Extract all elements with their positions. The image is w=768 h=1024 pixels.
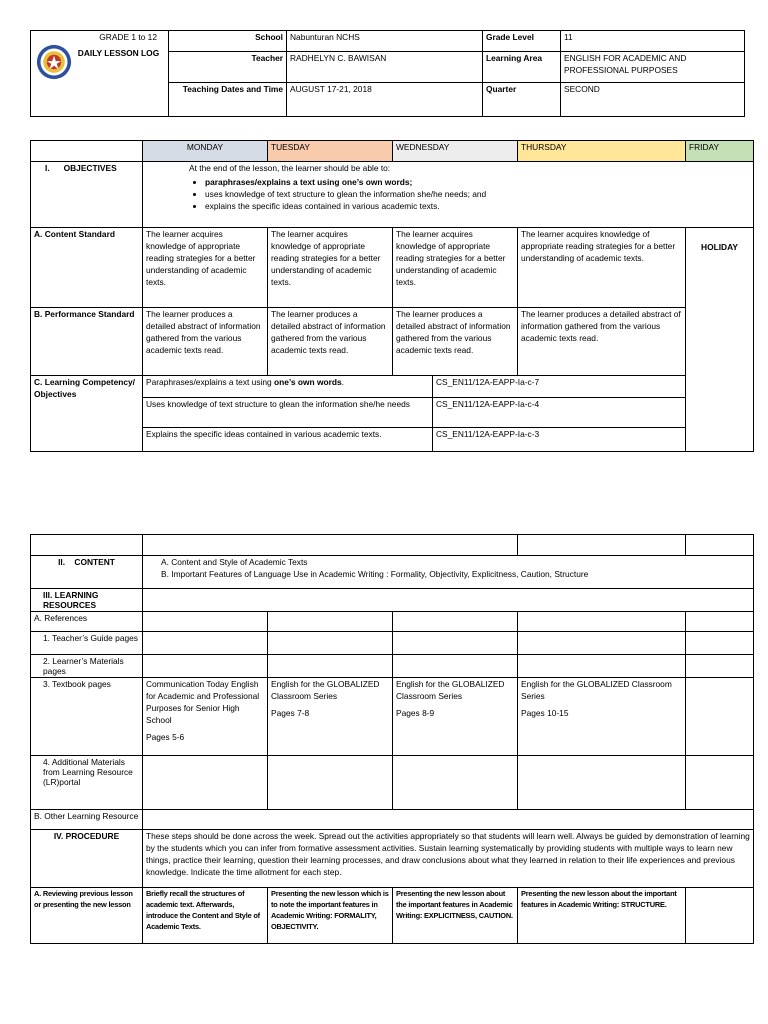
competency-text-1-end: .: [341, 377, 344, 387]
blank-cell: [393, 632, 518, 655]
content-table: [30, 534, 754, 944]
blank-cell: [686, 756, 754, 810]
objectives-list: [189, 177, 750, 213]
blank-cell: [686, 612, 754, 632]
content-standard-mon: The learner acquires knowledge of appropriate reading strategies for a better understanding of academic texts.: [143, 228, 268, 308]
blank-cell: [143, 632, 268, 655]
objective-item: • uses knowledge of text structure to glean the information she/he needs; and: [205, 189, 750, 201]
procedure-label: IV. PROCEDURE: [31, 830, 143, 888]
textbook-mon: [143, 678, 268, 756]
content-standard-label: A. Content Standard: [31, 228, 143, 308]
performance-standard-label: [31, 308, 143, 376]
performance-standard-thu: The learner produces a detailed abstract of information gathered from the various academic texts read.: [518, 308, 686, 376]
holiday-label: HOLIDAY: [701, 242, 738, 252]
blank-cell: [686, 632, 754, 655]
content-standard-tue: The learner acquires knowledge of appropriate reading strategies for a better understanding of academic texts.: [268, 228, 393, 308]
competency-label: C. Learning Competency/ Objectives: [31, 376, 143, 452]
textbook-thu: [518, 678, 686, 756]
blank-cell: [393, 655, 518, 678]
school-value: Nabunturan NCHS: [287, 31, 483, 52]
textbook-tue-pages: Pages 7-8: [271, 708, 310, 719]
blank-cell: [143, 612, 268, 632]
blank-cell: [518, 632, 686, 655]
quarter-value: SECOND: [561, 83, 745, 117]
performance-standard-wed: The learner produces a detailed abstract of information gathered from the various academic texts read.: [393, 308, 518, 376]
blank-cell: [686, 678, 754, 756]
objective-item: • paraphrases/explains a text using one’s own words;: [205, 177, 750, 189]
objective-item: • explains the specific ideas contained in various academic texts.: [205, 201, 750, 213]
content-item: A. Content and Style of Academic Texts: [161, 557, 308, 567]
learning-area-value: ENGLISH FOR ACADEMIC AND PROFESSIONAL PURPOSES: [561, 52, 745, 83]
textbook-thu-title: English for the GLOBALIZED Classroom Series: [521, 679, 672, 702]
textbook-wed-pages: Pages 8-9: [396, 708, 435, 719]
textbook-tue: [268, 678, 393, 756]
content-standard-wed: The learner acquires knowledge of appropriate reading strategies for a better understanding of academic texts.: [393, 228, 518, 308]
textbook-mon-title: Communication Today English for Academic and Professional Purposes for Senior High School: [146, 679, 260, 726]
procedure-text: These steps should be done across the week. Spread out the activities appropriately so that students will learn well. Always be guided by demonstration of learning by the students which you can infer from formative assessment activities. Sustain learning systematically by providing students with multiple ways to learn new things, practice their learning, question their learning processes, and draw conclusions about what they learned in relation to their life experiences and previous knowledge. Indicate the time allotment for each step.: [143, 830, 754, 888]
content-label-text: II. CONTENT: [58, 557, 115, 567]
procedure-wed: Presenting the new lesson about the important features in Academic Writing: EXPLICITNESS, CAUTION.: [393, 888, 518, 944]
performance-standard-label-text: B. Performance Standard: [34, 309, 135, 319]
blank-cell: [143, 535, 518, 556]
blank-cell: [686, 888, 754, 944]
textbook-label: 3. Textbook pages: [31, 678, 143, 756]
dates-value: AUGUST 17-21, 2018: [287, 83, 483, 117]
learners-materials-label: 2. Learner’s Materials pages: [31, 655, 143, 678]
learning-area-label: Learning Area: [483, 52, 561, 83]
competency-code-1: CS_EN11/12A-EAPP-Ia-c-7: [433, 376, 686, 398]
day-header-wednesday: WEDNESDAY: [393, 141, 518, 162]
quarter-label: Quarter: [483, 83, 561, 117]
blank-cell: [31, 535, 143, 556]
blank-cell: [143, 655, 268, 678]
grades-label: GRADE 1 to 12: [99, 32, 157, 42]
deped-seal-icon: [36, 44, 72, 80]
blank-cell: [268, 612, 393, 632]
competency-code-3: CS_EN11/12A-EAPP-Ia-c-3: [433, 428, 686, 452]
competency-text-2: Uses knowledge of text structure to glean the information she/he needs: [143, 398, 433, 428]
header-logo-cell: [31, 31, 169, 117]
blank-cell: [393, 612, 518, 632]
day-header-blank: [31, 141, 143, 162]
day-header-monday: MONDAY: [143, 141, 268, 162]
blank-cell: [518, 655, 686, 678]
textbook-mon-pages: Pages 5-6: [146, 732, 185, 742]
textbook-wed: [393, 678, 518, 756]
teacher-label: Teacher: [169, 52, 287, 83]
blank-cell: [143, 756, 268, 810]
competency-text-3: Explains the specific ideas contained in various academic texts.: [143, 428, 433, 452]
procedure-thu: Presenting the new lesson about the important features in Academic Writing: STRUCTURE.: [518, 888, 686, 944]
objectives-intro: At the end of the lesson, the learner should be able to:: [189, 163, 391, 173]
blank-cell: [143, 810, 754, 830]
competency-text-1-plain: Paraphrases/explains a text using: [146, 377, 275, 387]
competency-code-2: CS_EN11/12A-EAPP-Ia-c-4: [433, 398, 686, 428]
additional-materials-label: 4. Additional Materials from Learning Resource (LR)portal: [31, 756, 143, 810]
content-cell: [143, 556, 754, 589]
competency-text-1: [143, 376, 433, 398]
content-item: B. Important Features of Language Use in Academic Writing : Formality, Objectivity, Explicitness, Caution, Structure: [161, 568, 589, 579]
competency-text-1-bold: one’s own words: [274, 377, 342, 387]
blank-cell: [518, 535, 686, 556]
other-resources-label: B. Other Learning Resource: [31, 810, 143, 830]
procedure-mon: Briefly recall the structures of academic text. Afterwards, introduce the Content and Style of Academic Texts.: [143, 888, 268, 944]
blank-cell: [518, 756, 686, 810]
friday-holiday-cell: [686, 228, 754, 452]
textbook-tue-title: English for the GLOBALIZED Classroom Series: [271, 679, 380, 702]
day-header-tuesday: TUESDAY: [268, 141, 393, 162]
blank-cell: [268, 655, 393, 678]
performance-standard-tue: The learner produces a detailed abstract of information gathered from the various academic texts read.: [268, 308, 393, 376]
teachers-guide-label: 1. Teacher’s Guide pages: [31, 632, 143, 655]
blank-cell: [686, 655, 754, 678]
learning-resources-label: III. LEARNING RESOURCES: [31, 589, 143, 612]
blank-cell: [268, 632, 393, 655]
objectives-cell: [143, 162, 754, 228]
header-table: [30, 30, 745, 117]
day-header-thursday: THURSDAY: [518, 141, 686, 162]
grade-level-label: Grade Level: [483, 31, 561, 52]
textbook-thu-pages: Pages 10-15: [521, 708, 569, 719]
blank-cell: [268, 756, 393, 810]
objectives-label: [31, 162, 143, 228]
performance-standard-mon: The learner produces a detailed abstract of information gathered from the various academic texts read.: [143, 308, 268, 376]
log-title: DAILY LESSON LOG: [77, 47, 160, 58]
dates-label: Teaching Dates and Time: [169, 83, 287, 117]
objectives-label-text: I. OBJECTIVES: [45, 163, 117, 173]
school-label: School: [169, 31, 287, 52]
textbook-wed-title: English for the GLOBALIZED Classroom Series: [396, 679, 505, 702]
blank-cell: [686, 535, 754, 556]
teacher-value: RADHELYN C. BAWISAN: [287, 52, 483, 83]
procedure-tue: Presenting the new lesson which is to note the important features in Academic Writing: FORMALITY, OBJECTIVITY.: [268, 888, 393, 944]
blank-cell: [393, 756, 518, 810]
review-lesson-label: A. Reviewing previous lesson or presenting the new lesson: [31, 888, 143, 944]
content-standard-thu: The learner acquires knowledge of appropriate reading strategies for a better understanding of academic texts.: [518, 228, 686, 308]
blank-cell: [143, 589, 754, 612]
blank-cell: [518, 612, 686, 632]
grade-level-value: 11: [561, 31, 745, 52]
day-header-friday: FRIDAY: [686, 141, 754, 162]
references-label: A. References: [31, 612, 143, 632]
content-label: [31, 556, 143, 589]
objectives-table: [30, 140, 754, 452]
